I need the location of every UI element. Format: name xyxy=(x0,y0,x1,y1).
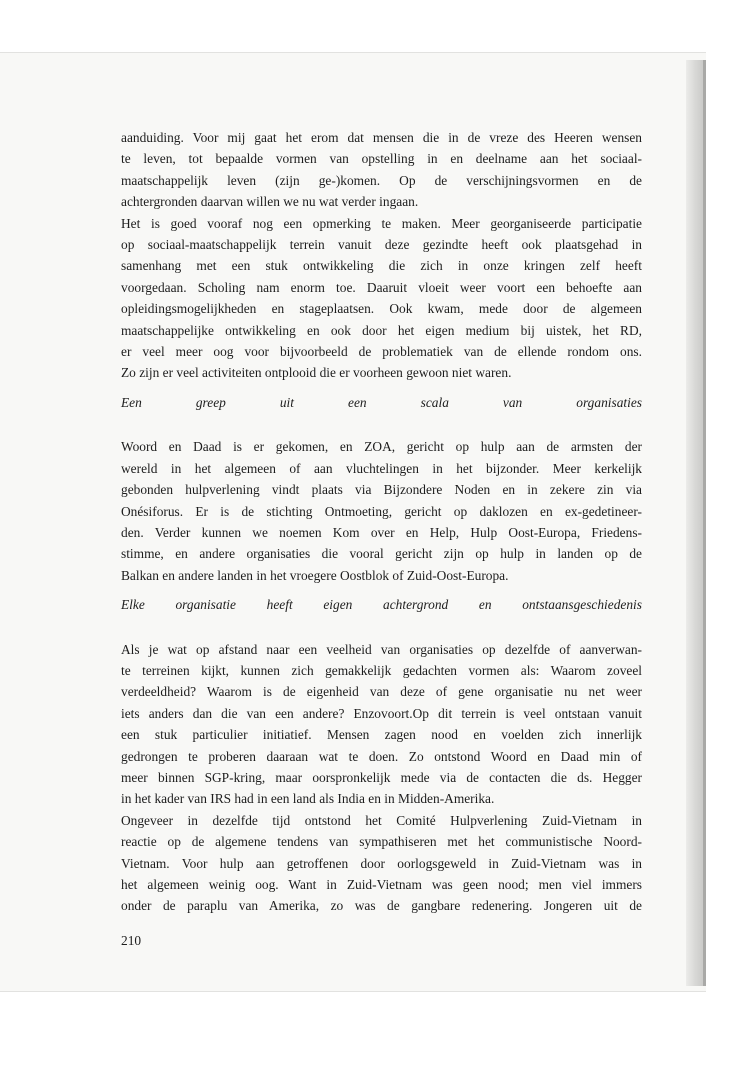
text-line: in het kader van IRS had in een land als India en in Midden-Amerika. xyxy=(121,791,495,807)
text-line: meer binnen SGP-kring, maar oorspronkelijk mede via de contacten die ds. Hegger xyxy=(121,769,642,785)
paragraph-context xyxy=(121,213,642,384)
text-line: maatschappelijke ontwikkeling en ook door het eigen medium bij uistek, het RD, xyxy=(121,322,642,338)
text-line: op sociaal-maatschappelijk terrein vanuit deze gezindte heeft ook plaatsgehad in xyxy=(121,237,642,253)
text-line: opleidingsmogelijkheden en stageplaatsen. Ook kwam, mede door de algemeen xyxy=(121,301,642,317)
text-line: onder de paraplu van Amerika, zo was de gangbare redenering. Jongeren uit de xyxy=(121,898,642,914)
text-line: Vietnam. Voor hulp aan getroffenen door oorlogsgeweld in Zuid-Vietnam was in xyxy=(121,855,642,871)
text-line: het algemeen weinig oog. Want in Zuid-Vietnam was geen nood; men viel immers xyxy=(121,877,642,892)
text-line: reactie op de algemene tendens van sympathiseren met het communistische Noord- xyxy=(121,834,642,850)
text-line: gedrongen te proberen daaraan wat te doen. Zo ontstond Woord en Daad min of xyxy=(121,748,642,764)
text-line: samenhang met een stuk ontwikkeling die zich in onze kringen zelf heeft xyxy=(121,258,642,274)
text-line: er veel meer oog voor bijvoorbeeld de problematiek van de ellende rondom ons. xyxy=(121,344,642,360)
body-text xyxy=(121,127,642,917)
text-line: voorgedaan. Scholing nam enorm toe. Daaruit vloeit weer voort een behoefte aan xyxy=(121,279,642,295)
text-line: aanduiding. Voor mij gaat het erom dat mensen die in de vreze des Heeren wensen xyxy=(121,130,642,145)
text-line: Balkan en andere landen in het vroegere Oostblok of Zuid-Oost-Europa. xyxy=(121,567,509,583)
paragraph-diversity xyxy=(121,639,642,810)
text-line: een stuk particulier initiatief. Mensen zagen nood en voelden zich innerlijk xyxy=(121,727,642,743)
text-line: Onésiforus. Er is de stichting Ontmoeting, gericht op daklozen en ex-gedetineer- xyxy=(121,503,642,519)
text-line: gebonden hulpverlening vindt plaats via Bijzondere Noden en in zekere zin via xyxy=(121,482,642,498)
paragraph-vietnam xyxy=(121,810,642,917)
text-line: maatschappelijk leven (zijn ge-)komen. Op de verschijningsvormen en de xyxy=(121,172,642,188)
section-heading: Elke organisatie heeft eigen achtergrond en ontstaansgeschiedenis xyxy=(121,597,642,613)
text-line: Het is goed vooraf nog een opmerking te maken. Meer georganiseerde participatie xyxy=(121,215,642,231)
page-edge-shadow xyxy=(686,60,706,986)
text-line: Woord en Daad is er gekomen, en ZOA, gericht op hulp aan de armsten der xyxy=(121,439,642,455)
text-line: stimme, en andere organisaties die vooral gericht zijn op hulp in landen op de xyxy=(121,546,642,562)
text-line: den. Verder kunnen we noemen Kom over en Help, Hulp Oost-Europa, Friedens- xyxy=(121,524,642,540)
page-number: 210 xyxy=(121,933,142,948)
text-line: Ongeveer in dezelfde tijd ontstond het Comité Hulpverlening Zuid-Vietnam in xyxy=(121,812,642,828)
section-heading: Een greep uit een scala van organisaties xyxy=(121,394,642,410)
text-line: te leven, tot bepaalde vormen van opstelling in en deelname aan het sociaal- xyxy=(121,151,642,167)
paragraph-organisations xyxy=(121,436,642,586)
text-line: verdeeldheid? Waarom is de eigenheid van deze of gene organisatie nu net weer xyxy=(121,684,642,700)
text-line: Zo zijn er veel activiteiten ontplooid die er voorheen gewoon niet waren. xyxy=(121,365,512,381)
text-line: achtergronden daarvan willen we nu wat verder ingaan. xyxy=(121,194,419,210)
text-line: wereld in het algemeen of aan vluchtelingen in het bijzonder. Meer kerkelijk xyxy=(121,460,642,476)
text-line: Als je wat op afstand naar een veelheid van organisaties op dezelfde of aanverwan- xyxy=(121,641,642,657)
paragraph-intro xyxy=(121,127,642,213)
text-line: te terreinen kijkt, kunnen zich gemakkelijk gedachten vormen als: Waarom zoveel xyxy=(121,662,642,678)
text-line: iets anders dan die van een andere? Enzovoort.Op dit terrein is veel ontstaan vanuit xyxy=(121,705,642,721)
